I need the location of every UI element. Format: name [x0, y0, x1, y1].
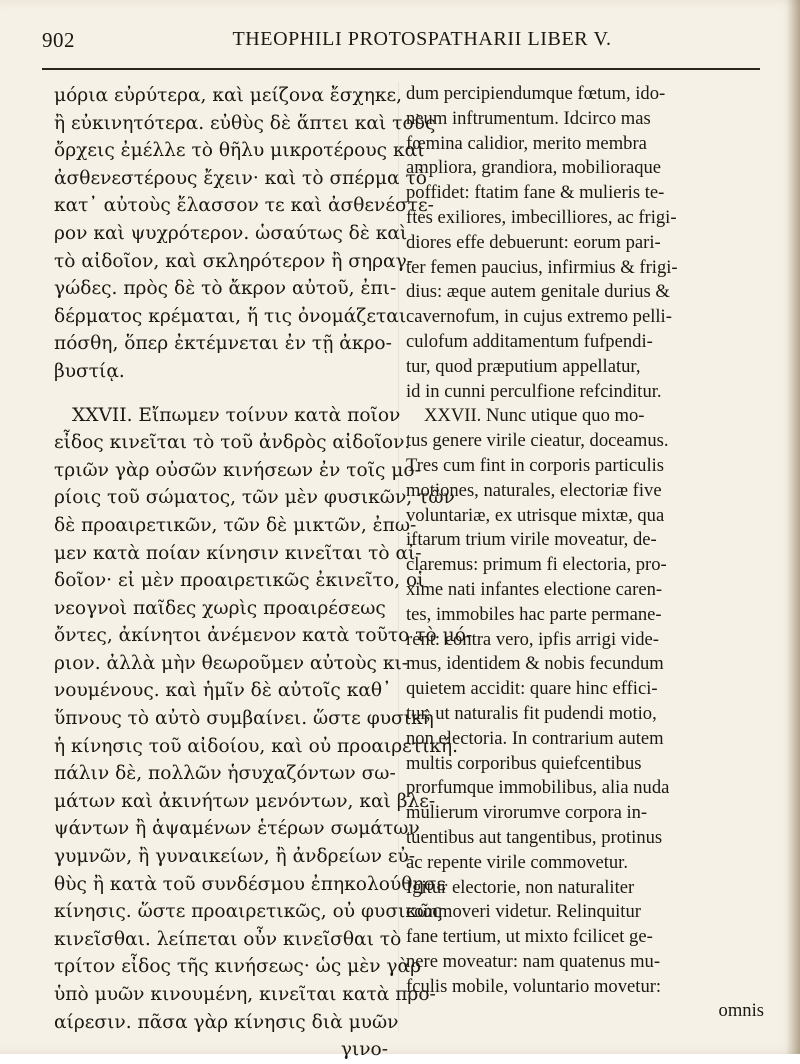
latin-line: motiones, naturales, electoriæ five: [406, 479, 662, 501]
greek-line: ὕπνους τὸ αὐτὸ συμβαίνει. ὥστε φυσικὴ: [54, 708, 434, 730]
latin-line: multis corporibus quiefcentibus: [406, 752, 642, 774]
greek-line: τὸ αἰδοῖον, καὶ σκληρότερον ἢ σηραγ-: [54, 250, 414, 272]
page-header: [42, 24, 760, 58]
greek-line: κίνησις. ὥστε προαιρετικῶς, οὐ φυσικῶς: [54, 901, 443, 923]
greek-line: πάλιν δὲ, πολλῶν ἡσυχαζόντων σω-: [54, 763, 396, 785]
latin-catchword: omnis: [718, 1000, 764, 1022]
latin-line: tur, ut naturalis fit pudendi motio,: [406, 702, 657, 724]
greek-line: δὲ προαιρετικῶν, τῶν δὲ μικτῶν, ἐπω-: [54, 514, 417, 536]
greek-line: μεν κατὰ ποίαν κίνησιν κινεῖται τὸ αἰ-: [54, 542, 422, 564]
greek-line: κατ᾽ αὐτοὺς ἔλασσον τε καὶ ἀσθενέστε-: [54, 195, 434, 217]
greek-line: ψάντων ἢ ἁψαμένων ἑτέρων σωμάτων: [54, 818, 420, 840]
latin-line: rent: contra vero, ipfis arrigi vide-: [406, 628, 659, 650]
latin-line: diores effe debuerunt: eorum pari-: [406, 231, 661, 253]
greek-line: δέρματος κρέμαται, ἥ τις ὀνομάζεται: [54, 305, 407, 327]
greek-line: ὄντες, ἀκίνητοι ἀνέμενον κατὰ τοῦτο τὸ μό-: [54, 625, 473, 647]
greek-line: αίρεσιν. πᾶσα γὰρ κίνησις διὰ μυῶν: [54, 1011, 399, 1033]
latin-line: dum percipiendumque fœtum, ido-: [406, 83, 666, 104]
greek-line: ἢ εὐκινητότερα. εὐθὺς δὲ ἅπτει καὶ τοὺς: [54, 112, 436, 134]
latin-text-column: [406, 82, 770, 1042]
greek-catchword: γινο-: [340, 1039, 388, 1061]
greek-line: μόρια εὐρύτερα, καὶ μείζονα ἔσχηκε,: [54, 85, 403, 106]
greek-line: ριον. ἀλλὰ μὴν θεωροῦμεν αὐτοὺς κι-: [54, 652, 409, 674]
latin-line: cavernofum, in cujus extremo pelli-: [406, 306, 672, 328]
greek-line: κινεῖσθαι. λείπεται οὖν κινεῖσθαι τὸ: [54, 928, 402, 950]
latin-line: non electoria. In contrarium autem: [406, 727, 664, 749]
greek-line: δοῖον· εἰ μὲν προαιρετικῶς ἐκινεῖτο, οἱ: [54, 570, 425, 592]
greek-line: ἀσθενεστέρους ἔχειν· καὶ τὸ σπέρμα τὸ: [54, 167, 427, 189]
greek-line: εἶδος κινεῖται τὸ τοῦ ἀνδρὸς αἰδοῖον.: [54, 432, 411, 454]
latin-line: tus genere virile cieatur, doceamus.: [406, 430, 669, 452]
latin-line: fane tertium, ut mixto fcilicet ge-: [406, 926, 653, 948]
running-title: THEOPHILI PROTOSPATHARII LIBER V.: [232, 28, 612, 50]
greek-text-column: [54, 82, 473, 1061]
greek-section-heading-line: XXVII. Εἴπωμεν τοίνυν κατὰ ποῖον: [72, 404, 401, 426]
greek-line: ρον καὶ ψυχρότερον. ὡσαύτως δὲ καὶ: [54, 222, 408, 244]
latin-line: tes, immobiles hac parte permane-: [406, 603, 662, 625]
greek-line: ὑπὸ μυῶν κινουμένη, κινεῖται κατὰ προ-: [54, 984, 436, 1005]
greek-line: μάτων καὶ ἀκινήτων μενόντων, καὶ βλε-: [54, 790, 436, 812]
page-number: 902: [42, 28, 75, 52]
latin-line: mulierum virorumve corpora in-: [406, 802, 648, 824]
greek-line: ρίοις τοῦ σώματος, τῶν μὲν φυσικῶν, τῶν: [54, 487, 455, 509]
latin-line: iftarum trium virile moveatur, de-: [406, 529, 657, 551]
greek-line: τριῶν γὰρ οὐσῶν κινήσεων ἐν τοῖς μο-: [54, 459, 421, 481]
latin-line: ac repente virile commovetur.: [406, 851, 628, 873]
header-rule: [42, 68, 760, 70]
latin-line: poffidet: ftatim fane & mulieris te-: [406, 182, 665, 204]
latin-line: commoveri videtur. Relinquitur: [406, 901, 641, 923]
latin-line: ampliora, grandiora, mobilioraque: [406, 157, 662, 179]
latin-line: nere moveatur: nam quatenus mu-: [406, 950, 661, 972]
section-gap: [54, 386, 394, 402]
greek-line: βυστίᾳ.: [54, 360, 125, 382]
latin-section-heading-line: XXVII. Nunc utique quo mo-: [424, 405, 645, 427]
greek-line: γυμνῶν, ἢ γυναικείων, ἢ ἀνδρείων εὐ-: [54, 846, 416, 868]
greek-line: ὄρχεις ἐμέλλε τὸ θῆλυ μικροτέρους καὶ: [54, 140, 425, 162]
latin-line: tuentibus aut tangentibus, protinus: [406, 826, 663, 848]
latin-line: claremus: primum fi electoria, pro-: [406, 554, 667, 576]
page-edge-shadow: [786, 0, 800, 1054]
latin-line: mus, identidem & nobis fecundum: [406, 653, 664, 675]
greek-line: ἡ κίνησις τοῦ αἰδοίου, καὶ οὐ προαιρετική.: [54, 735, 459, 757]
latin-line: culofum additamentum fufpendi-: [406, 330, 653, 352]
greek-line: νουμένους. καὶ ἡμῖν δὲ αὐτοῖς καθ᾽: [54, 680, 392, 702]
latin-line: Tres cum fint in corporis particulis: [406, 454, 665, 476]
latin-line: ter femen paucius, infirmius & frigi-: [406, 256, 678, 278]
latin-line: fculis mobile, voluntario movetur:: [406, 975, 662, 997]
latin-line: xime nati infantes electione caren-: [406, 578, 663, 600]
latin-line: ftes exiliores, imbecilliores, ac frigi-: [406, 206, 677, 228]
latin-line: neum inftrumentum. Idcirco mas: [406, 107, 651, 129]
latin-line: dius: æque autem genitale durius &: [406, 281, 670, 303]
greek-line: πόσθη, ὅπερ ἐκτέμνεται ἐν τῇ ἀκρο-: [54, 333, 392, 355]
latin-line: id in cunni perculfione refcinditur.: [406, 380, 662, 402]
latin-line: Igitur electorie, non naturaliter: [406, 876, 635, 898]
latin-line: voluntariæ, ex utrisque mixtæ, qua: [406, 504, 665, 526]
latin-line: fœmina calidior, merito membra: [406, 132, 647, 154]
greek-line: γώδες. πρὸς δὲ τὸ ἄκρον αὐτοῦ, ἐπι-: [54, 278, 397, 300]
latin-line: prorfumque immobilibus, alia nuda: [406, 777, 670, 799]
latin-line: quietem accidit: quare hinc effici-: [406, 678, 658, 700]
greek-line: νεογνοὶ παῖδες χωρὶς προαιρέσεως: [54, 597, 386, 619]
greek-line: τρίτον εἶδος τῆς κινήσεως· ὡς μὲν γὰρ: [54, 956, 422, 978]
latin-line: tur, quod præputium appellatur,: [406, 355, 641, 377]
column-divider: [398, 82, 399, 1032]
greek-line: θὺς ἢ κατὰ τοῦ συνδέσμου ἐπηκολούθησε: [54, 873, 446, 895]
